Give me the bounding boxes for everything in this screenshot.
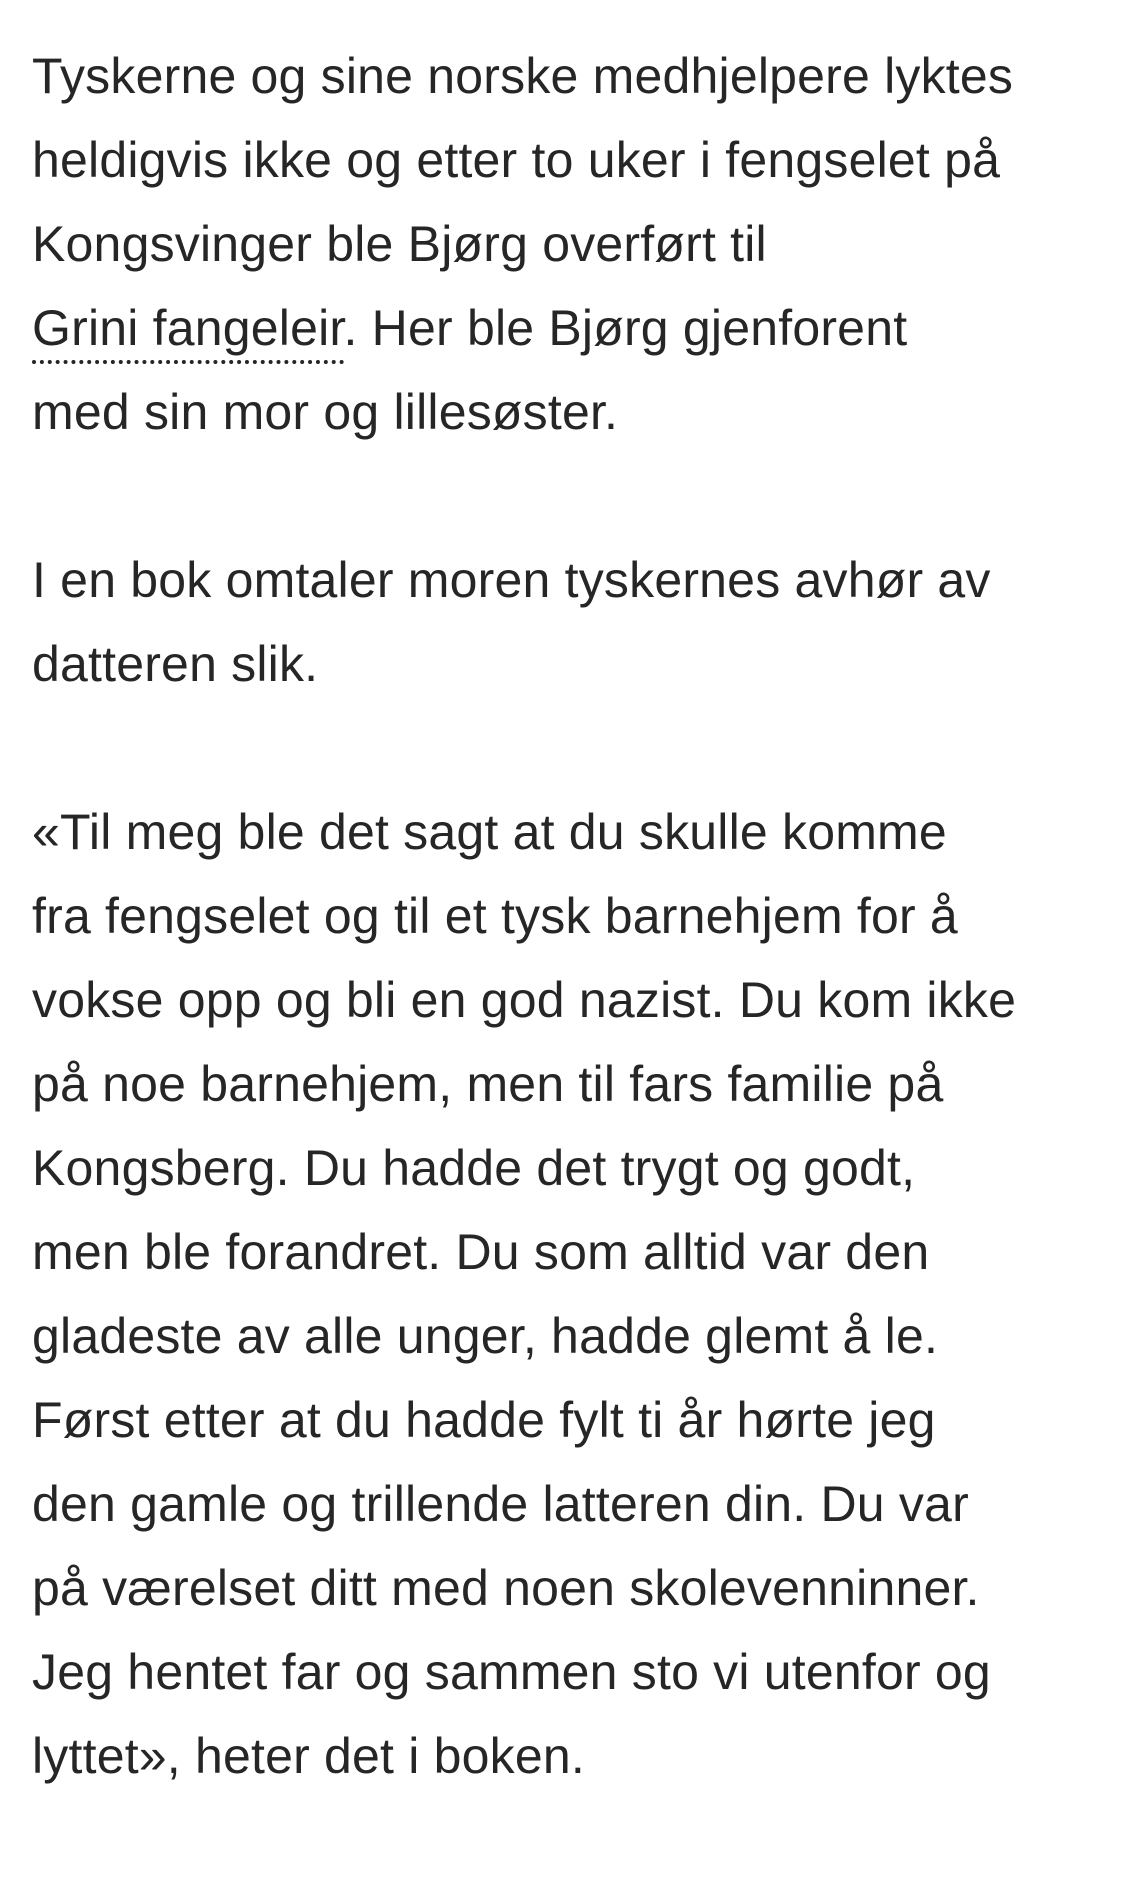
quote-line: vokse opp og bli en god nazist. Du kom ikke <box>32 972 1017 1028</box>
text-line: heldigvis ikke og etter to uker i fengselet på <box>32 132 1001 188</box>
paragraph-escape <box>32 34 1142 454</box>
quote-line: «Til meg ble det sagt at du skulle komme <box>32 804 947 860</box>
paragraph-book-intro <box>32 538 1142 706</box>
text-line-with-link <box>32 286 1142 370</box>
quote-line: men ble forandret. Du som alltid var den <box>32 1224 930 1280</box>
quote-line: den gamle og trillende latteren din. Du var <box>32 1476 969 1532</box>
text-line: datteren slik. <box>32 636 319 692</box>
quote-line: gladeste av alle unger, hadde glemt å le. <box>32 1308 939 1364</box>
quote-line: Kongsberg. Du hadde det trygt og godt, <box>32 1140 916 1196</box>
quote-line: Først etter at du hadde fylt ti år hørte jeg <box>32 1392 936 1448</box>
quote-line: på værelset ditt med noen skolevenninner. <box>32 1560 980 1616</box>
quote-line: på noe barnehjem, men til fars familie på <box>32 1056 944 1112</box>
quote-line: lyttet», heter det i boken. <box>32 1728 585 1784</box>
quote-line: Jeg hentet far og sammen sto vi utenfor og <box>32 1644 991 1700</box>
text-line: Tyskerne og sine norske medhjelpere lyktes <box>32 48 1014 104</box>
text-fragment: . Her ble Bjørg gjenforent <box>343 300 908 356</box>
article-body <box>32 34 1142 1882</box>
grini-fangeleir-link[interactable]: Grini fangeleir <box>32 300 344 364</box>
paragraph-quote <box>32 790 1142 1798</box>
text-line: med sin mor og lillesøster. <box>32 384 619 440</box>
text-line: Kongsvinger ble Bjørg overført til <box>32 216 767 272</box>
quote-line: fra fengselet og til et tysk barnehjem for å <box>32 888 958 944</box>
text-line: I en bok omtaler moren tyskernes avhør av <box>32 552 991 608</box>
